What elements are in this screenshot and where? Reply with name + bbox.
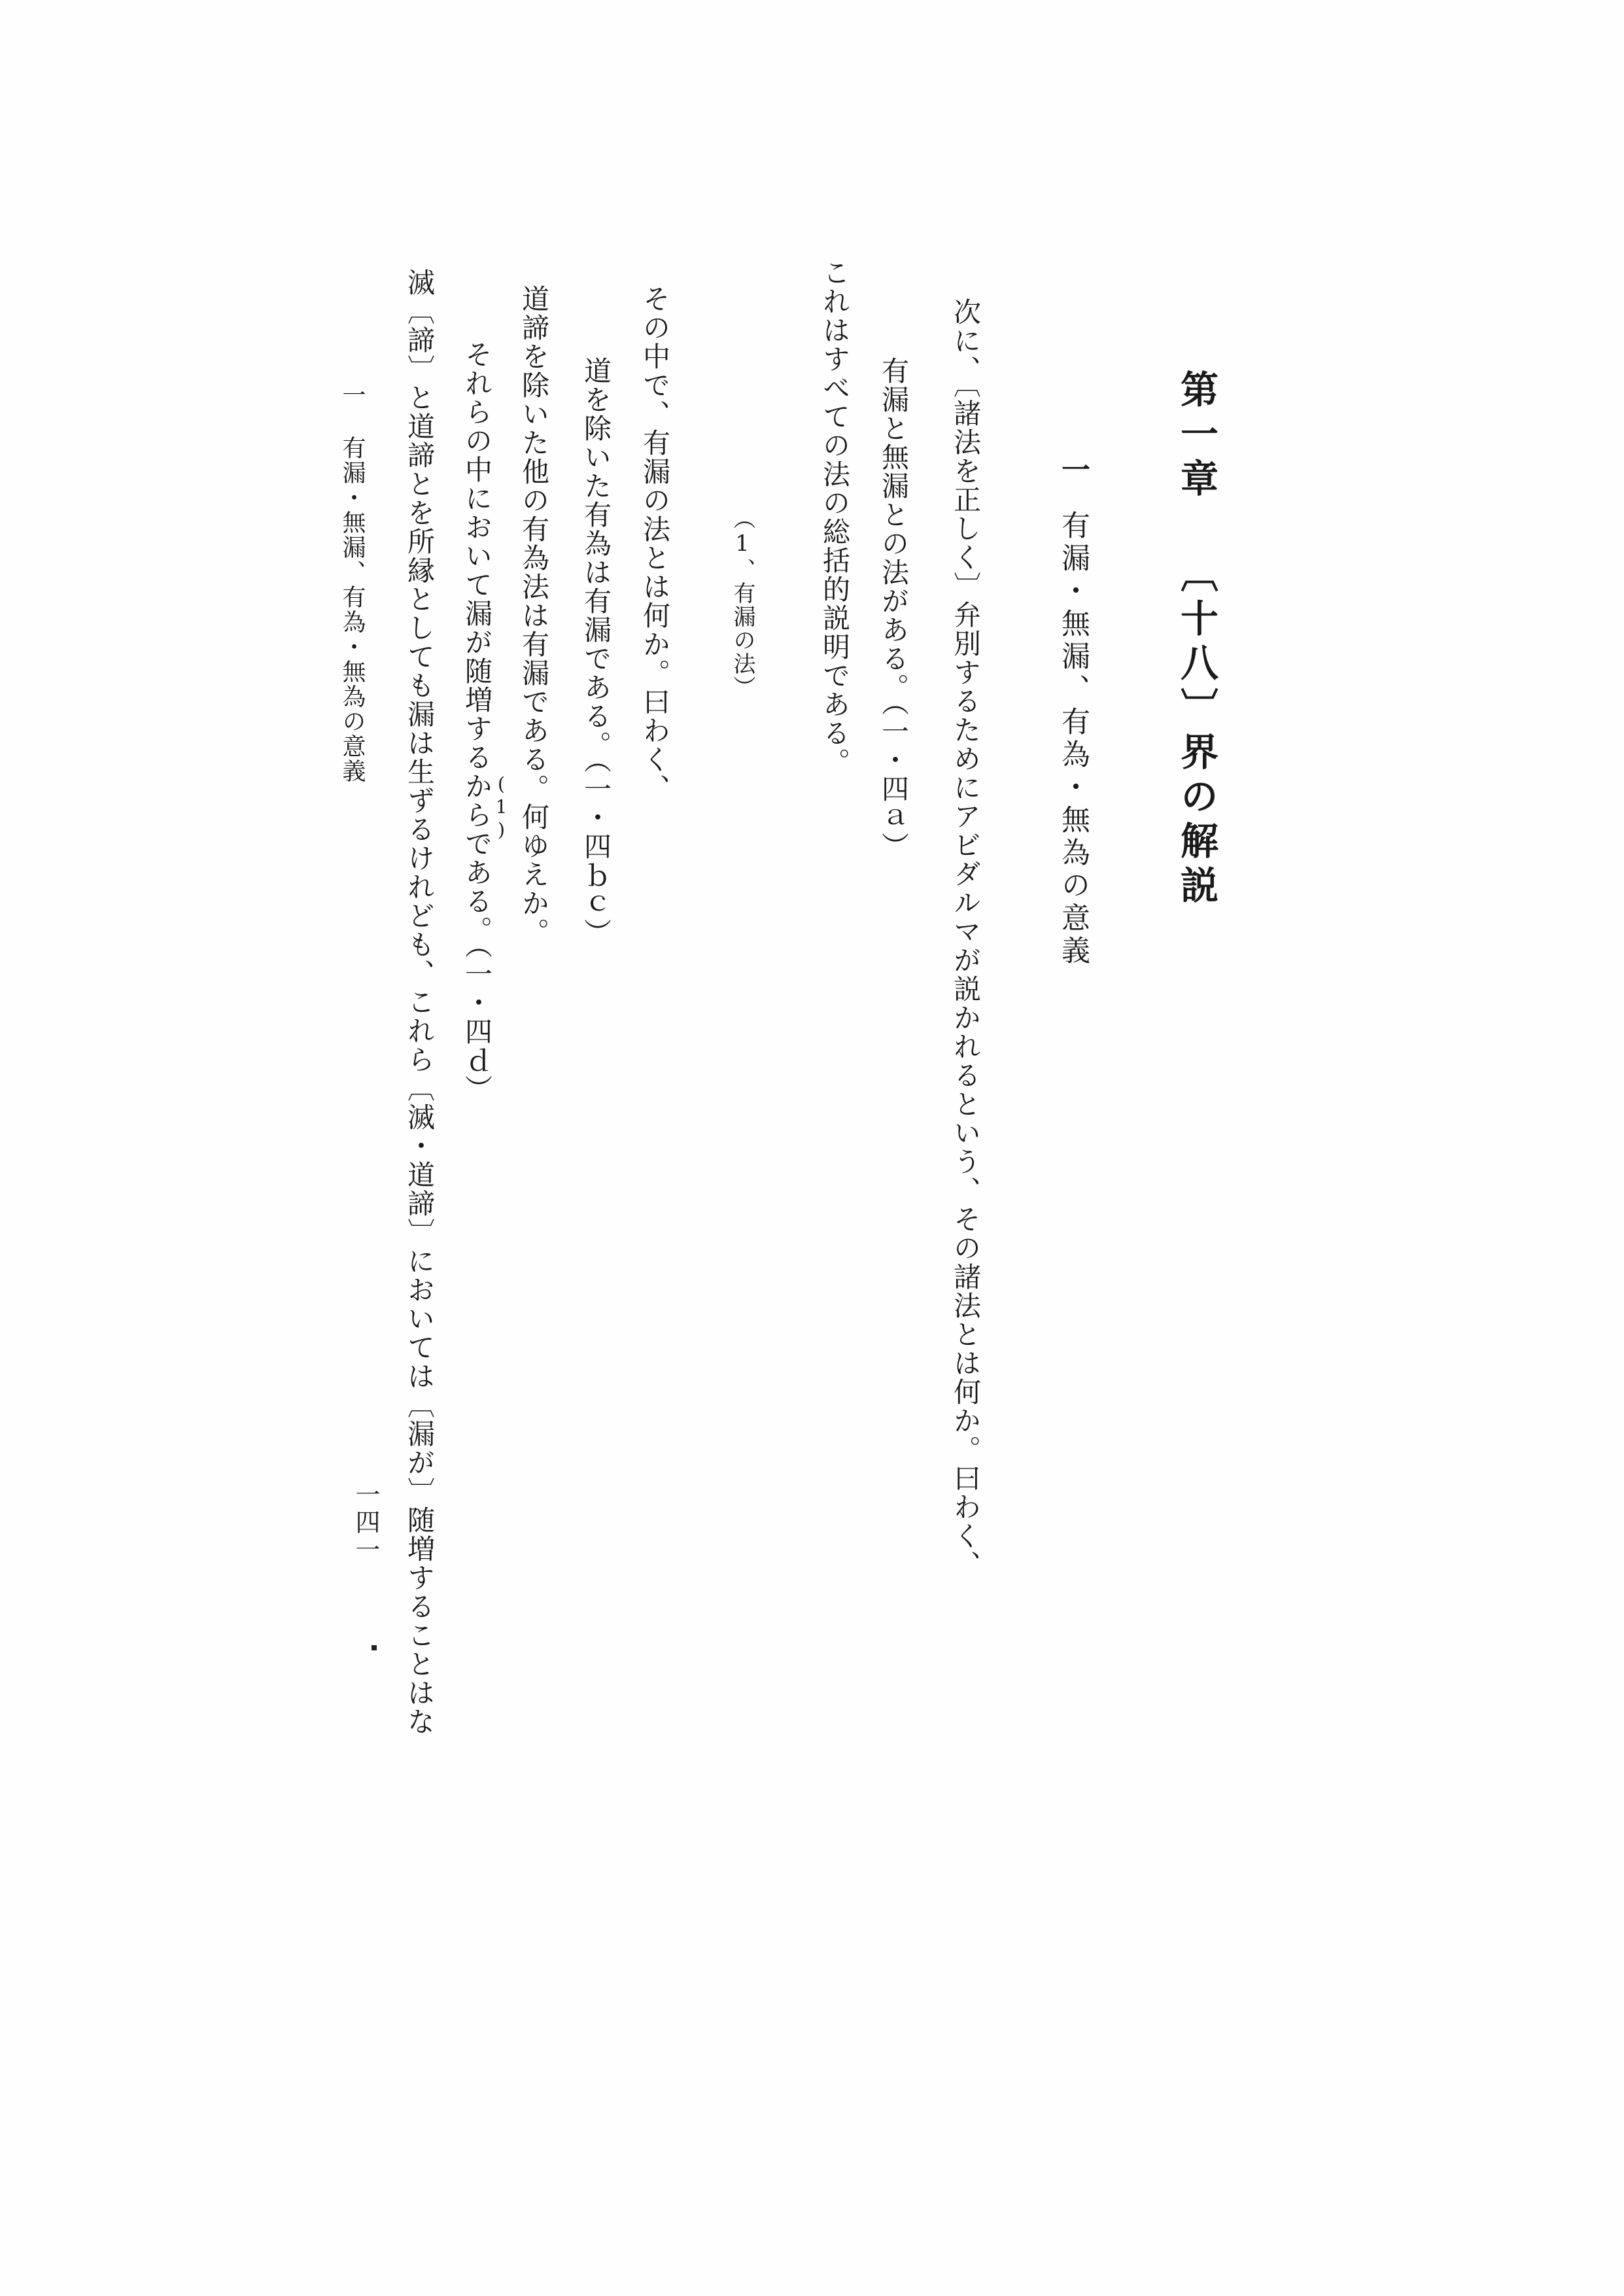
running-head: 一 有漏・無漏、有為・無為の意義 — [339, 383, 366, 784]
chapter-title: 第一章 〔十八〕界の解説 — [1174, 370, 1218, 910]
body-line-3: これはすべての法の総括的説明である。 — [819, 258, 851, 776]
body-line-2: 有漏と無漏との法がある。（一・四ａ） — [878, 357, 910, 861]
body-line-7: 道諦を除いた他の有為法は有漏である。何ゆえか。 — [518, 285, 550, 947]
note-marker: (1) — [491, 773, 512, 842]
section-heading: 有漏・無漏、有為・無為の意義 — [1056, 510, 1090, 968]
body-line-6: 道を除いた有為は有漏である。（一・四ｂｃ） — [580, 357, 612, 947]
body-line-1: 次に、〔諸法を正しく〕弁別するためにアビダルマが説かれるという、その諸法とは何か。曰わく、 — [950, 298, 982, 1579]
printer-mark — [371, 1645, 377, 1650]
page-number: 一四一 — [351, 1482, 380, 1564]
section-number: 一 — [1056, 455, 1090, 487]
body-line-8: それらの中において漏が随増するからである。（一・四ｄ） — [461, 340, 493, 1104]
body-line-9: 滅〔諦〕と道諦とを所縁としても漏は生ずるけれども、これら〔滅・道諦〕においては〔漏が〕随増することはな — [404, 268, 436, 1736]
subsection-heading: （1、有漏の法） — [729, 507, 755, 699]
body-line-5: その中で、有漏の法とは何か。曰わく、 — [639, 285, 671, 803]
